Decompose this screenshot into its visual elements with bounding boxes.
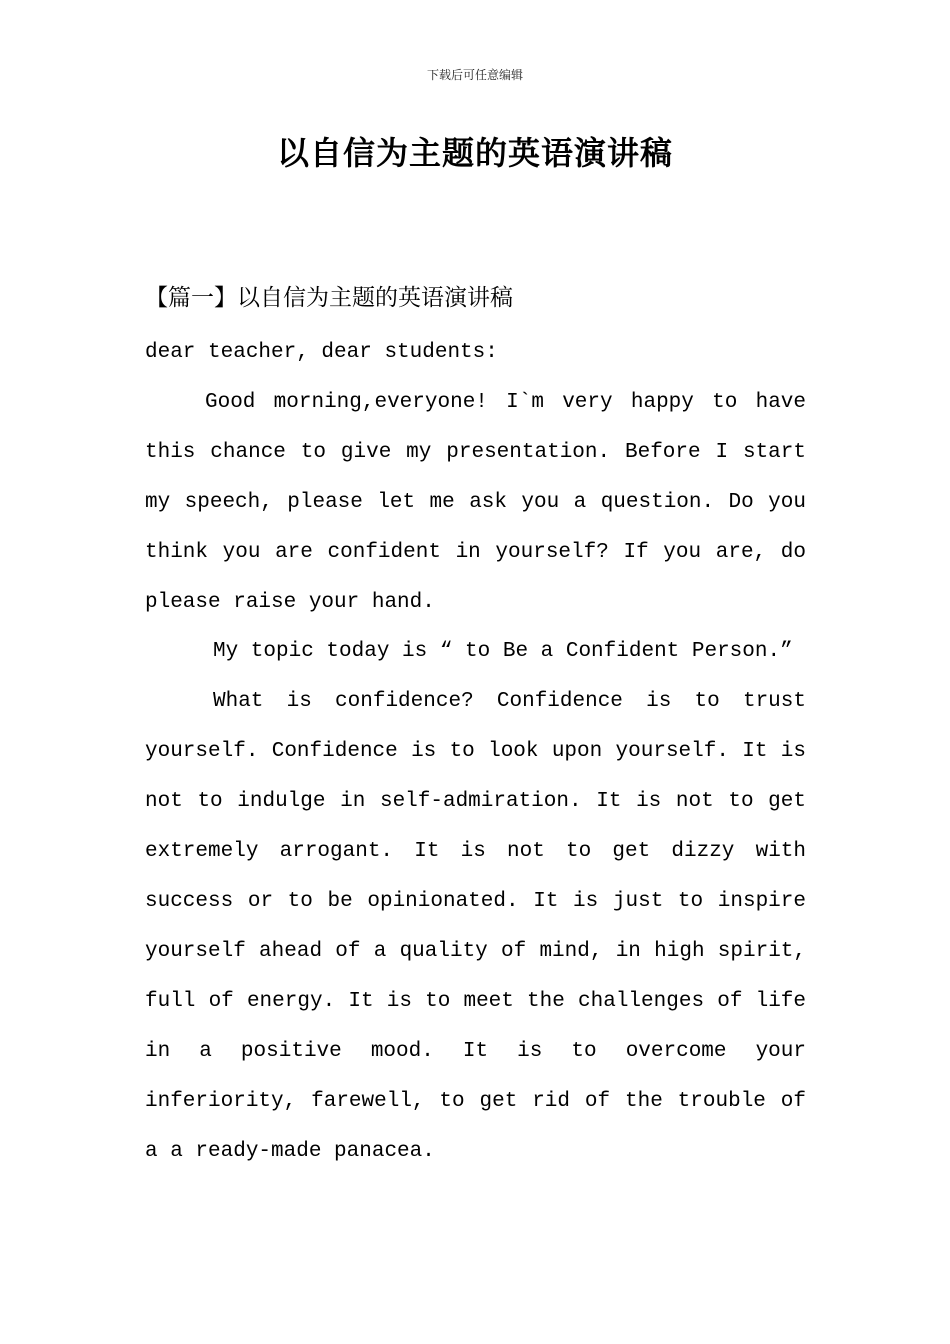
section-heading: 【篇一】以自信为主题的英语演讲稿 (145, 285, 513, 311)
header-note: 下载后可任意编辑 (426, 68, 523, 82)
salutation: dear teacher, dear students: (145, 341, 498, 364)
document-title: 以自信为主题的英语演讲稿 (276, 134, 673, 172)
paragraph-greeting: Good morning,everyone! I`m very happy to have this chance to give my presentation. Before I start my speech, please let me ask you a question. Do you think you are confident in yourself? If you are, do please raise your hand. (145, 390, 806, 614)
paragraph-confidence: What is confidence? Confidence is to trust yourself. Confidence is to look upon yourself. It is not to indulge in self-admiration. It is not to get extremely arrogant. It is not to get dizzy with success or to be opinionated. It is just to inspire yourself ahead of a quality of mind, in high spirit, full of energy. It is to meet the challenges of life in a positive mood. It is to overcome your inferiority, farewell, to get rid of the trouble of a a ready-made panacea. (145, 690, 806, 1163)
paragraph-topic: My topic today is “ to Be a Confident Person.” (213, 640, 793, 664)
document-body (145, 280, 806, 1176)
